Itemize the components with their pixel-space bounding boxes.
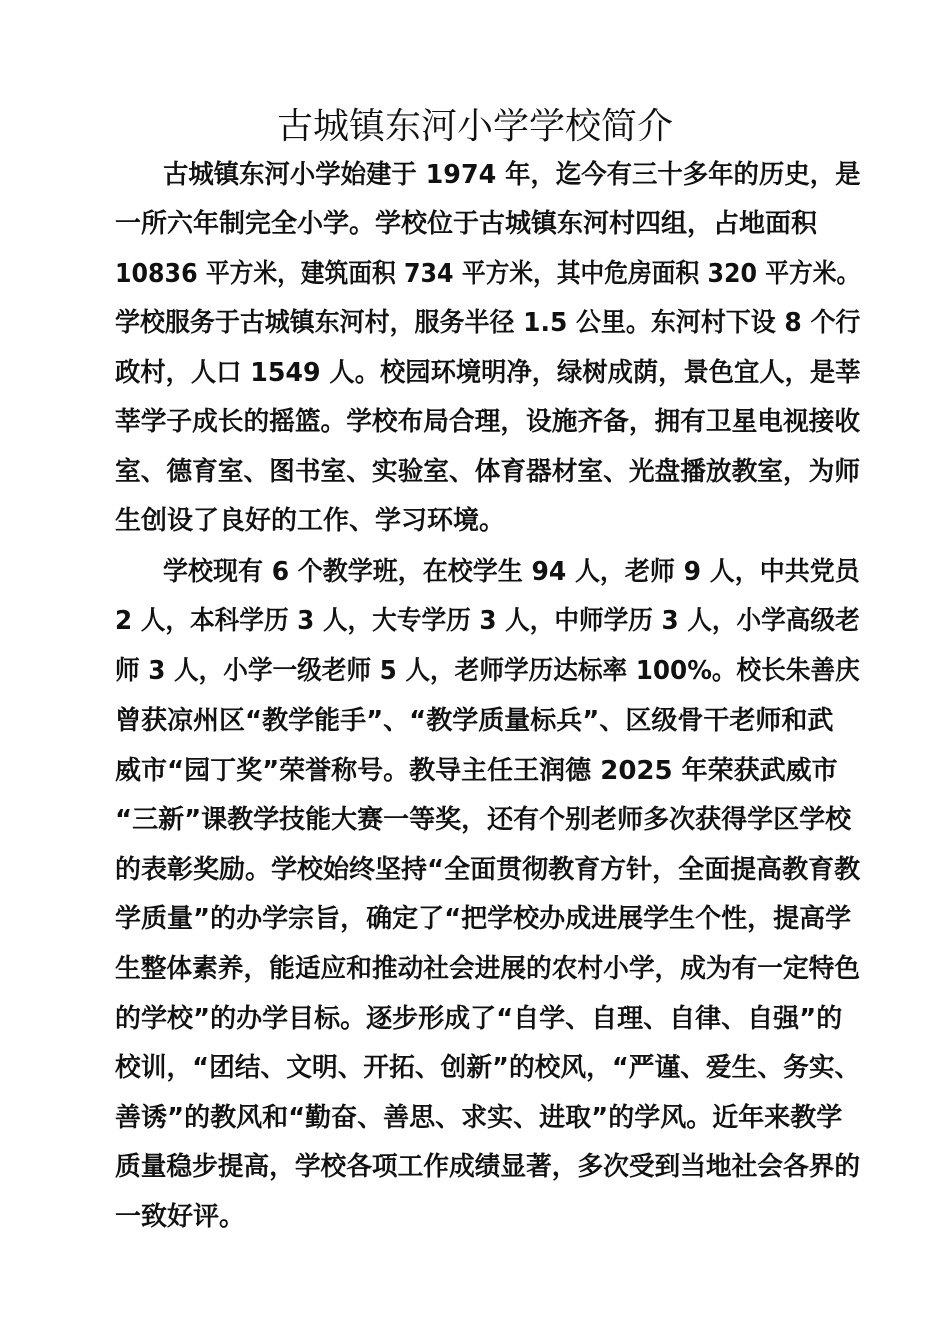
paragraph-1-line-7: 室、德育室、图书室、实验室、体育器材室、光盘播放教室，为师 (115, 457, 861, 487)
paragraph-1-line-2: 一所六年制完全小学。学校位于古城镇东河村四组，占地面积 (115, 209, 818, 239)
paragraph-2-line-13: 质量稳步提高，学校各项工作成绩显著，多次受到当地社会各界的 (115, 1152, 861, 1182)
paragraph-2-line-11: 校训，“团结、文明、开拓、创新”的校风，“严谨、爱生、务实、 (115, 1053, 861, 1083)
paragraph-2-line-7: 的表彰奖励。学校始终坚持“全面贯彻教育方针，全面提高教育教 (115, 855, 861, 885)
paragraph-2-line-14: 一致好评。 (115, 1202, 246, 1232)
paragraph-2-line-5: 威市“园丁奖”荣誉称号。教导主任王润德 2025 年荣获武威市 (115, 756, 838, 786)
paragraph-1-line-6: 莘学子成长的摇篮。学校布局合理，设施齐备，拥有卫星电视接收 (115, 407, 861, 437)
paragraph-1-line-1: 古城镇东河小学始建于 1974 年，迄今有三十多年的历史，是 (163, 160, 861, 190)
paragraph-2-line-9: 生整体素养，能适应和推动社会进展的农村小学，成为有一定特色 (115, 954, 861, 984)
paragraph-1-line-5: 政村，人口 1549 人。校园环境明净，绿树成荫，景色宜人，是莘 (115, 358, 861, 388)
paragraph-2-line-1: 学校现有 6 个教学班，在校学生 94 人，老师 9 人，中共党员 (163, 557, 860, 587)
paragraph-2-line-6: “三新”课教学技能大赛一等奖，还有个别老师多次获得学区学校 (115, 805, 852, 835)
paragraph-2-line-10: 的学校”的办学目标。逐步形成了“自学、自理、自律、自强”的 (115, 1004, 843, 1034)
paragraph-2-line-12: 善诱”的教风和“勤奋、善思、求实、进取”的学风。近年来教学 (115, 1103, 843, 1133)
paragraph-2-line-4: 曾获凉州区“教学能手”、“教学质量标兵”、区级骨干老师和武 (115, 706, 834, 736)
paragraph-1-line-3: 10836 平方米，建筑面积 734 平方米，其中危房面积 320 平方米。 (115, 259, 861, 289)
paragraph-2-line-3: 师 3 人，小学一级老师 5 人，老师学历达标率 100%。校长朱善庆 (115, 656, 860, 686)
paragraph-2-line-2: 2 人，本科学历 3 人，大专学历 3 人，中师学历 3 人，小学高级老 (115, 606, 860, 636)
document-title: 古城镇东河小学学校简介 (276, 106, 673, 147)
paragraph-1-line-8: 生创设了良好的工作、学习环境。 (115, 506, 506, 536)
paragraph-2-line-8: 学质量”的办学宗旨，确定了“把学校办成进展学生个性，提高学 (115, 904, 852, 934)
paragraph-1-line-4: 学校服务于古城镇东河村，服务半径 1.5 公里。东河村下设 8 个行 (115, 308, 861, 338)
